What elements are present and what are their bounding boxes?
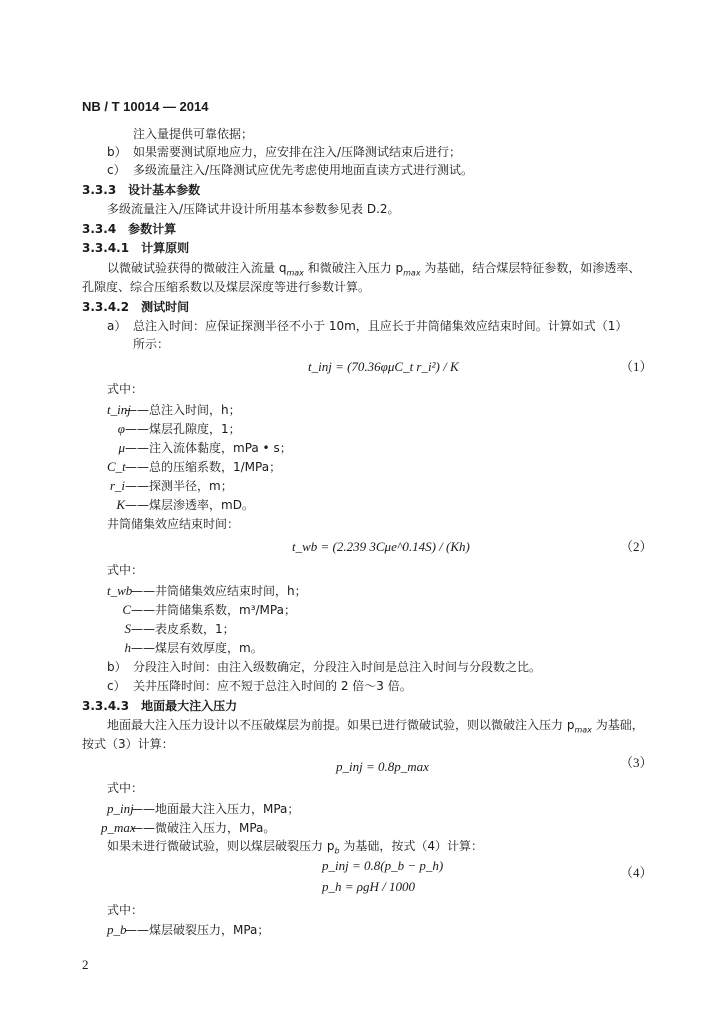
list-item-c2-marker: c） (107, 679, 126, 693)
list-item-c-marker: c） (107, 163, 126, 177)
definition-row (107, 620, 235, 638)
symbol: S (124, 621, 131, 636)
symbol: h (124, 640, 131, 655)
equation-4a: p_inj = 0.8(p_b − p_h) (322, 858, 444, 873)
list-item-a-continuation: 注入量提供可靠依据； (133, 127, 254, 141)
subscript: max (403, 268, 421, 278)
symbol: p_inj (107, 801, 134, 816)
definition-text: ——表皮系数，1； (131, 622, 235, 636)
subscript: max (286, 268, 304, 278)
definition-text: ——煤层有效厚度，m。 (131, 641, 263, 655)
section-heading-3-3-4-1: 3.3.4.1 计算原则 (82, 241, 190, 255)
symbol: φ (117, 421, 125, 436)
equation-1-number: （1） (620, 359, 653, 374)
standard-code: NB / T 10014 — 2014 (82, 99, 209, 114)
equation-3-number: （3） (620, 755, 653, 770)
symbol: p_max (101, 820, 136, 835)
definition-text: ——地面最大注入压力，MPa； (131, 802, 300, 816)
definition-row (107, 496, 254, 514)
section-heading-3-3-4: 3.3.4 参数计算 (82, 222, 177, 236)
equation-4-number: （4） (620, 865, 653, 880)
equation-2: t_wb = (2.239 3Cμe^0.14S) / (Kh) (292, 539, 470, 554)
definition-text: ——煤层渗透率，mD。 (125, 498, 254, 512)
equation-3: p_inj = 0.8p_max (336, 759, 429, 774)
definition-text: ——井筒储集效应结束时间，h； (131, 584, 307, 598)
list-item-a-text2: 所示： (133, 337, 170, 351)
definition-text: ——煤层破裂压力，MPa； (125, 923, 270, 937)
symbol: μ (118, 440, 125, 455)
definition-text: ——煤层孔隙度，1； (125, 422, 241, 436)
equation-2-number: （2） (620, 539, 653, 554)
subscript: max (574, 725, 592, 735)
definition-text: ——微破注入压力，MPa。 (131, 821, 276, 835)
list-item-b-marker: b） (107, 145, 127, 159)
definition-row (107, 477, 233, 495)
definition-row (107, 582, 307, 600)
definition-text: ——总注入时间，h； (125, 403, 241, 417)
symbol: t_wb (107, 583, 133, 598)
definition-row (107, 420, 241, 438)
definition-row (107, 401, 241, 419)
definition-row (107, 458, 281, 476)
definition-row (107, 601, 296, 619)
where-label-1: 式中： (107, 382, 144, 396)
symbol: t_inj (107, 402, 131, 417)
symbol: K (116, 497, 125, 512)
paragraph-text: 和微破注入压力 p (303, 261, 404, 275)
definition-text: ——探测半径，m； (125, 479, 233, 493)
equation-1: t_inj = (70.36φμC_t r_i²) / K (308, 359, 459, 374)
wellbore-storage-title: 井筒储集效应结束时间： (107, 517, 240, 531)
definition-row (107, 639, 263, 657)
list-item-c2-text: 关井压降时间：应不短于总注入时间的 2 倍～3 倍。 (133, 679, 412, 693)
paragraph-text: 地面最大注入压力设计以不压破煤层为前提。如果已进行微破试验，则以微破注入压力 p (107, 718, 575, 732)
list-item-a-marker: a） (107, 319, 127, 333)
paragraph-text: 为基础， (591, 718, 644, 732)
page-number: 2 (82, 957, 89, 972)
definition-row (107, 921, 269, 939)
paragraph-text: 以微破试验获得的微破注入流量 q (107, 261, 287, 275)
list-item-c-text: 多级流量注入/压降测试应优先考虑使用地面直读方式进行测试。 (133, 163, 474, 177)
symbol: p_b (107, 922, 127, 937)
list-item-a-text: 总注入时间：应保证探测半径不小于 10m，且应长于井筒储集效应结束时间。计算如式（1） (133, 319, 628, 333)
where-label-2: 式中： (107, 563, 144, 577)
definition-text: ——注入流体黏度，mPa • s； (125, 441, 292, 455)
equation-4b: p_h = ρgH / 1000 (322, 879, 416, 894)
definition-text: ——井筒储集系数，m³/MPa； (131, 603, 296, 617)
list-item-b2-text: 分段注入时间：由注入级数确定，分段注入时间是总注入时间与分段数之比。 (133, 660, 542, 674)
paragraph-3-3-4-3-line2: 按式（3）计算： (82, 737, 174, 751)
list-item-b2-marker: b） (107, 660, 127, 674)
subscript: b (334, 846, 340, 856)
definition-row (107, 439, 292, 457)
definition-row (107, 800, 299, 818)
symbol: r_i (109, 478, 125, 493)
where-label-4: 式中： (107, 903, 144, 917)
definition-row (101, 819, 275, 837)
paragraph-3-3-4-1-line2: 孔隙度、综合压缩系数以及煤层深度等进行参数计算。 (82, 280, 371, 294)
symbol: C_t (107, 459, 126, 474)
paragraph-text: 为基础，按式（4）计算： (339, 839, 483, 853)
where-label-3: 式中： (107, 781, 144, 795)
paragraph-3-3-4-3-line1 (107, 717, 644, 738)
paragraph-3-3-3: 多级流量注入/压降试井设计所用基本参数参见表 D.2。 (107, 202, 400, 216)
paragraph-text: 为基础，结合煤层特征参数，如渗透率、 (420, 261, 641, 275)
list-item-b-text: 如果需要测试原地应力，应安排在注入/压降测试结束后进行； (133, 145, 462, 159)
definition-text: ——总的压缩系数，1/MPa； (125, 460, 282, 474)
section-heading-3-3-3: 3.3.3 设计基本参数 (82, 183, 201, 197)
paragraph-text: 如果未进行微破试验，则以煤层破裂压力 p (107, 839, 335, 853)
symbol: C (122, 602, 131, 617)
section-heading-3-3-4-2: 3.3.4.2 测试时间 (82, 300, 190, 314)
section-heading-3-3-4-3: 3.3.4.3 地面最大注入压力 (82, 699, 238, 713)
